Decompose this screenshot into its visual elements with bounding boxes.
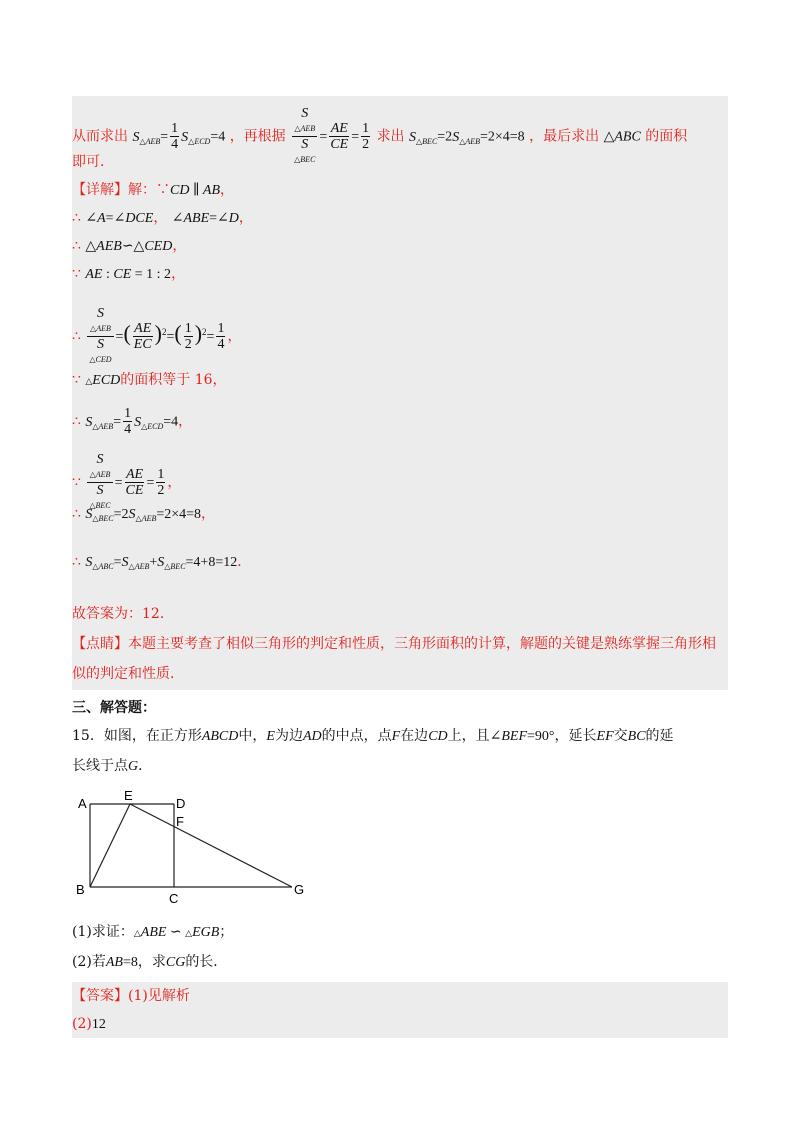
text: ， [172,238,187,254]
text: ，再根据 [229,128,286,145]
step-bec-ratio: ∵ S △AEB S △BEC = $\frac{AE}{CE}$ = $\frac{1}{2}$ ， [72,452,182,510]
therefore-symbol: ∴ [72,238,81,254]
comment-line-1 [72,634,716,654]
question-15-line-1: 15．如图，在正方形ABCD中，E为边AD的中点，点F在边CD上，且∠BEF=90°，延长EF交BC的延 [72,728,674,744]
detail-heading: 【详解】解：∵CD ∥ AB， [72,182,235,198]
step-bec-area: ∴ $S_{\triangle BEC}=2S_{\triangle AEB}=2\times 4=8$， [72,506,216,523]
step-aeb-area: ∴ $S_{\triangle AEB}=$ $\frac{1}{4}$ $S_{\triangle ECD}=4$， [72,406,193,437]
tag: 【点睛】 [72,636,128,652]
answer-line-1 [72,986,190,1006]
tag: 【详解】 [72,182,128,198]
text: ， [167,474,182,491]
text: ． [138,758,153,774]
subquestion-1: (1)求证：△ABE ∽ △EGB； [72,924,234,940]
text: (1)求证： [72,924,134,940]
segment-eg [130,804,292,887]
therefore-symbol: ∴ [72,413,81,430]
text: 的面积等于 16， [120,372,227,388]
text: ，最后求出 [529,128,600,145]
because-symbol: ∵ [156,182,170,198]
therefore-symbol: ∴ [72,210,81,226]
because-symbol: ∵ [72,474,81,491]
label-b: B [76,882,85,897]
text: ， [227,328,242,345]
text: ， [238,210,253,226]
text: ， [153,210,168,226]
section-heading: 三、解答题： [72,700,156,716]
text: 上，且 [447,728,490,744]
because-symbol: ∵ [72,372,81,388]
final-answer: 故答案为：12． [72,606,174,622]
text: ， [220,182,235,198]
label-g: G [294,882,305,897]
question-15-line-2: 长线于点G． [72,758,153,774]
label-d: D [176,796,186,811]
label-c: C [169,891,179,904]
text: ，求 [137,954,166,970]
text: 的面积 [645,128,688,145]
text: 为边 [274,728,303,744]
text: ； [219,924,234,940]
step-similar: ∴ △AEB∽△CED， [72,238,187,254]
solution-line-2: 即可． [72,154,114,170]
text: 的中点，点 [321,728,392,744]
text: ． [237,554,252,570]
therefore-symbol: ∴ [72,506,81,522]
subquestion-2: (2)若AB=8，求CG的长． [72,954,228,970]
text: (2)若 [72,954,106,970]
step-abc-area: ∴ $S_{\triangle ABC}=S_{\triangle AEB}+S_{\triangle BEC}=4+8=12$． [72,554,252,571]
text: ， [171,266,186,282]
label-e: E [124,788,133,803]
therefore-symbol: ∴ [72,554,81,570]
step-ecd-area: ∵ △ECD的面积等于 16， [72,372,227,388]
solution-line-1: 从而求出 $S_{\triangle AEB}=$ $\frac{1}{4}$ $S_{\triangle ECD}=4$ ，再根据 S △AEB S △BEC = $\frac{AE}{CE}$ = $\frac{1}{2}$ 求出 $S_{\triangle BEC}=2S_{\triangle AEB}=2\times 4=8$ ，最后求出 △ABC 的面积 [72,106,688,164]
label-a: A [78,796,87,811]
text: ， [178,413,193,430]
text: 交 [613,728,628,744]
text: 在边 [400,728,429,744]
text: ， [201,506,216,522]
text: 长线于点 [72,758,128,774]
answer-line-2 [72,1014,106,1035]
text: 15．如图，在正方形 [72,728,202,744]
step-angles: ∴ ∠A=∠DCE， ∠ABE=∠D， [72,210,253,226]
text: (1)见解析 [128,988,190,1004]
text: 从而求出 [72,128,128,145]
tag: 【答案】 [72,988,128,1004]
text: 的长． [185,954,228,970]
text: 求出 [376,128,405,145]
text: 12 [91,1017,106,1032]
text: 解： [128,182,156,198]
geometry-figure [72,788,312,904]
step-ratio: ∵ AE : CE = 1 : 2， [72,266,186,282]
because-symbol: ∵ [72,266,81,282]
therefore-symbol: ∴ [72,328,81,345]
segment-eb [90,804,130,887]
text: 的延 [645,728,674,744]
text: (2) [72,1016,92,1032]
text: 中， [238,728,267,744]
step-area-ratio: ∴ S △AEB S △CED =( $\frac{AE}{EC}$ )$^2$=( $\frac{1}{2}$ )$^2$= $\frac{1}{4}$ ， [72,306,242,364]
text: ，延长 [554,728,597,744]
label-f: F [176,814,184,829]
comment-line-2: 似的判定和性质． [72,666,184,682]
text: 本题主要考查了相似三角形的判定和性质，三角形面积的计算，解题的关键是熟练掌握三角形相 [128,636,716,652]
